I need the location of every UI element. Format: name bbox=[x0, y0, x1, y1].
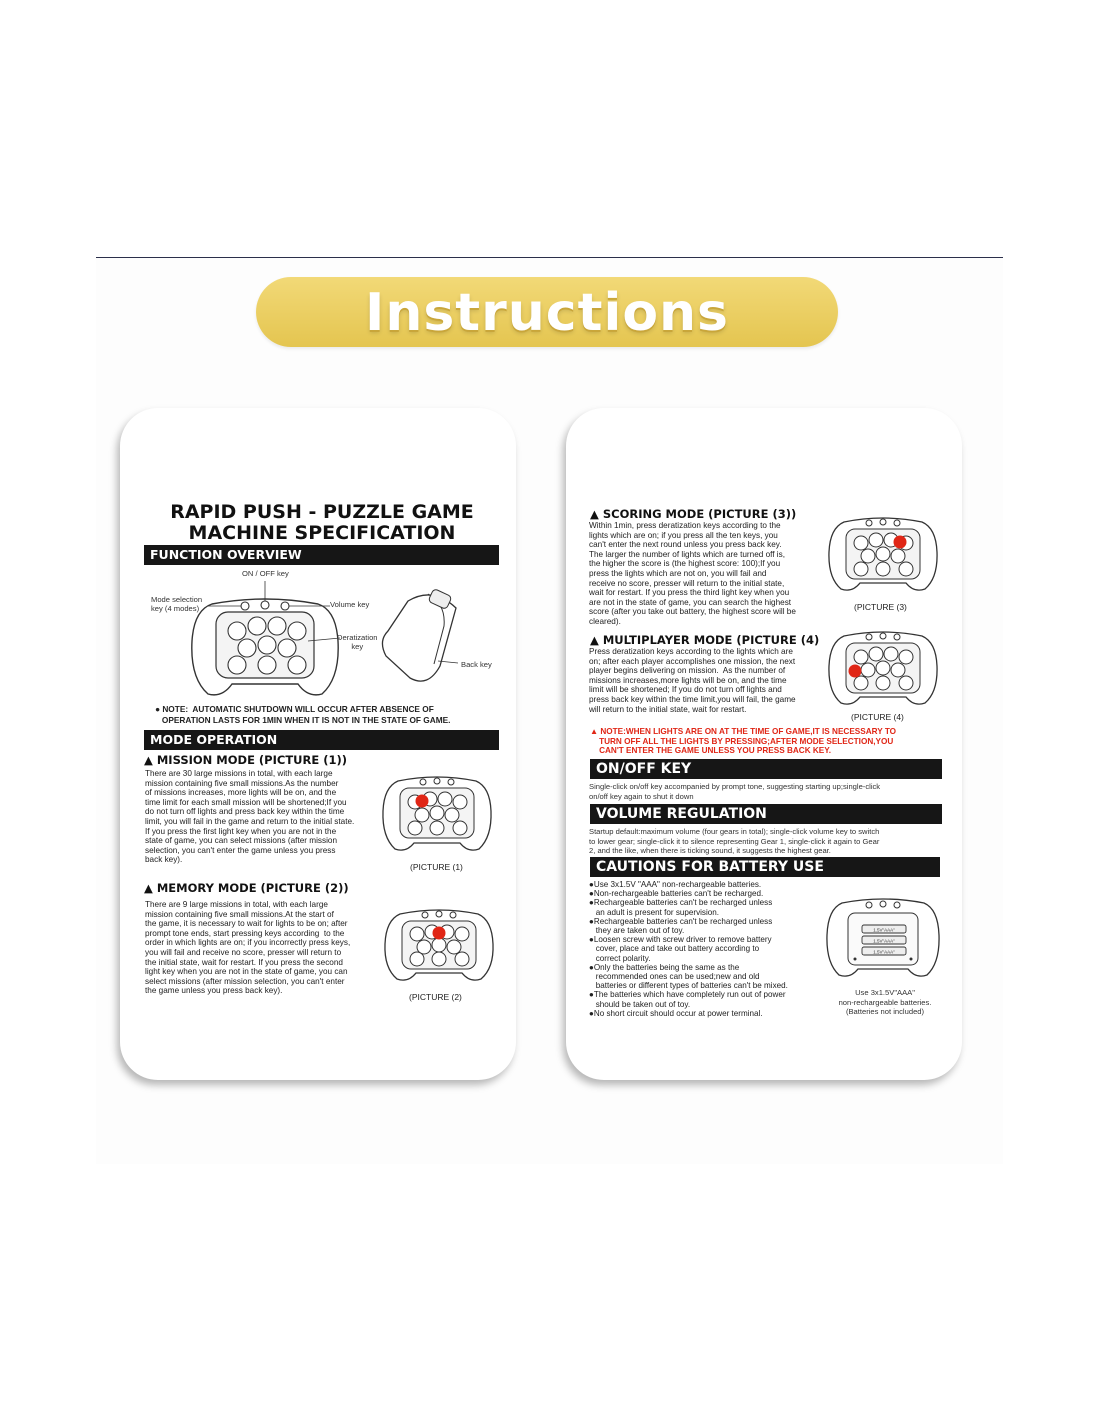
battery-caution-item: ●Loosen screw with screw driver to remove battery cover, place and take out battery according to correct polarity. bbox=[589, 935, 772, 963]
controller-diagram bbox=[190, 586, 340, 701]
battery-caption: Use 3x1.5V"AAA" non-rechargeable batteries. (Batteries not included) bbox=[838, 988, 932, 1017]
on-off-key-heading: ON/OFF KEY bbox=[590, 759, 942, 779]
picture-1-caption: (PICTURE (1) bbox=[410, 862, 463, 872]
auto-shutdown-note: ● NOTE: AUTOMATIC SHUTDOWN WILL OCCUR AFTER ABSENCE OF OPERATION LASTS FOR 1MIN WHEN IT IS NOT IN THE STATE OF GAME. bbox=[155, 704, 451, 725]
battery-cell-label: 1.5V"AAA" bbox=[873, 949, 895, 955]
picture-2-diagram bbox=[384, 904, 494, 984]
memory-mode-text: There are 9 large missions in total, with each large mission containing five small missions.At the start of the game, it is necessary to wait for lights to be on; after prompt tone ends, start pressing keys according to the order in which lights are on; if you incorrectly press keys, you will fail and receive no score, presser will return to the initial state, wait for restart. If you press the second light key when you are not in the state of game, you can select missions (after mission selection, you can't enter the game unless you press back key). bbox=[145, 900, 351, 996]
mode-operation-heading: MODE OPERATION bbox=[144, 730, 499, 750]
volume-regulation-text: Startup default:maximum volume (four gears in total); single-click volume key to switch to lower gear; single-click it to silence representing Gear 1, single-click it again to Gear 2, and the like, when there is ticking sound, it suggests the highest gear. bbox=[589, 827, 880, 856]
multiplayer-mode-heading: ▲ MULTIPLAYER MODE (PICTURE (4) bbox=[590, 633, 820, 647]
instructions-banner bbox=[256, 277, 838, 347]
multiplayer-mode-text: Press deratization keys according to the lights which are on; after each player accomplishes one mission, the next player begins delivering on mission. As the number of missions increases,more lights will be on, and the time limit will be shortened; If you do not turn off lights and press back key within the time limit,you will fail, the game will return to the initial state, wait for restart. bbox=[589, 647, 796, 714]
picture-1-diagram bbox=[382, 771, 492, 855]
battery-caution-item: ●The batteries which have completely run out of power should be taken out of toy. bbox=[589, 990, 786, 1009]
battery-compartment-diagram bbox=[826, 893, 940, 983]
mission-mode-text: There are 30 large missions in total, with each large mission containing five small missions.As the number of missions increases, more lights will be on, and the time limit for each small mission will be shortened;If you do not turn off lights and press back key within the time limit, you will fail in the game and return to the initial state. If you press the first light key when you are not in the state of game, you can select missions (after mission selection, you can't enter the game unless you press back key). bbox=[145, 769, 355, 865]
battery-cell-label: 1.5V"AAA" bbox=[873, 938, 895, 944]
battery-caution-item: ●Only the batteries being the same as the recommended ones can be used;new and old batteries or different types of batteries can't be mixed. bbox=[589, 962, 788, 991]
battery-caution-item: ●Use 3x1.5V "AAA" non-rechargeable batteries. bbox=[589, 880, 762, 889]
scoring-mode-text: Within 1min, press deratization keys according to the lights which are on; if you press all the ten keys, you can't enter the next round unless you press back key. The larger the number of lights which are turned off is, the higher the score is (the highest score: 100);If you press the lights which are not on, you will fail and receive no score, presser will return to the initial state, wait for restart. If you press the third light key when you are not in the state of game, you can search the highest score (after you take out battery, the highest score will be cleared). bbox=[589, 521, 796, 626]
instruction-card-left bbox=[120, 408, 516, 1080]
volume-regulation-heading: VOLUME REGULATION bbox=[590, 804, 942, 824]
label-on-off-key: ON / OFF key bbox=[242, 569, 289, 578]
battery-cell-label: 1.5V"AAA" bbox=[873, 927, 895, 933]
function-overview-heading: FUNCTION OVERVIEW bbox=[144, 545, 499, 565]
lights-warning-note: ▲ NOTE:WHEN LIGHTS ARE ON AT THE TIME OF GAME,IT IS NECESSARY TO TURN OFF ALL THE LIGHTS BY PRESSING;AFTER MODE SELECTION,YOU CAN'T ENTER THE GAME UNLESS YOU PRESS BACK KEY. bbox=[590, 727, 897, 756]
battery-caution-item: ●Rechargeable batteries can't be recharged unless they are taken out of toy. bbox=[589, 916, 773, 936]
banner-title: Instructions bbox=[364, 283, 730, 343]
label-back-key: Back key bbox=[461, 660, 492, 669]
picture-4-diagram bbox=[828, 626, 938, 708]
scoring-mode-heading: ▲ SCORING MODE (PICTURE (3)) bbox=[590, 507, 797, 521]
battery-cautions-heading: CAUTIONS FOR BATTERY USE bbox=[590, 857, 940, 877]
on-off-key-text: Single-click on/off key accompanied by prompt tone, suggesting starting up;single-click on/off key again to shut it down bbox=[589, 782, 881, 801]
instruction-card-right bbox=[566, 408, 962, 1080]
memory-mode-heading: ▲ MEMORY MODE (PICTURE (2)) bbox=[144, 881, 349, 895]
mission-mode-heading: ▲ MISSION MODE (PICTURE (1)) bbox=[144, 753, 347, 767]
label-deratization-key: Deratization key bbox=[337, 633, 378, 651]
picture-2-caption: (PICTURE (2) bbox=[409, 992, 462, 1002]
battery-caution-item: ●Non-rechargeable batteries can't be recharged. bbox=[589, 889, 764, 899]
picture-3-caption: (PICTURE (3) bbox=[854, 602, 907, 612]
label-mode-selection-key: Mode selection key (4 modes) bbox=[151, 595, 203, 613]
spec-title: RAPID PUSH - PUZZLE GAME MACHINE SPECIFICATION bbox=[170, 501, 474, 544]
picture-3-diagram bbox=[828, 512, 938, 594]
battery-cautions-list bbox=[589, 880, 788, 1018]
controller-side-view bbox=[378, 586, 468, 691]
label-volume-key: Volume key bbox=[330, 600, 370, 609]
battery-caution-item: ●No short circuit should occur at power terminal. bbox=[589, 1008, 763, 1018]
picture-4-caption: (PICTURE (4) bbox=[851, 712, 904, 722]
battery-caution-item: ●Rechargeable batteries can't be recharged unless an adult is present for supervision. bbox=[589, 898, 773, 917]
